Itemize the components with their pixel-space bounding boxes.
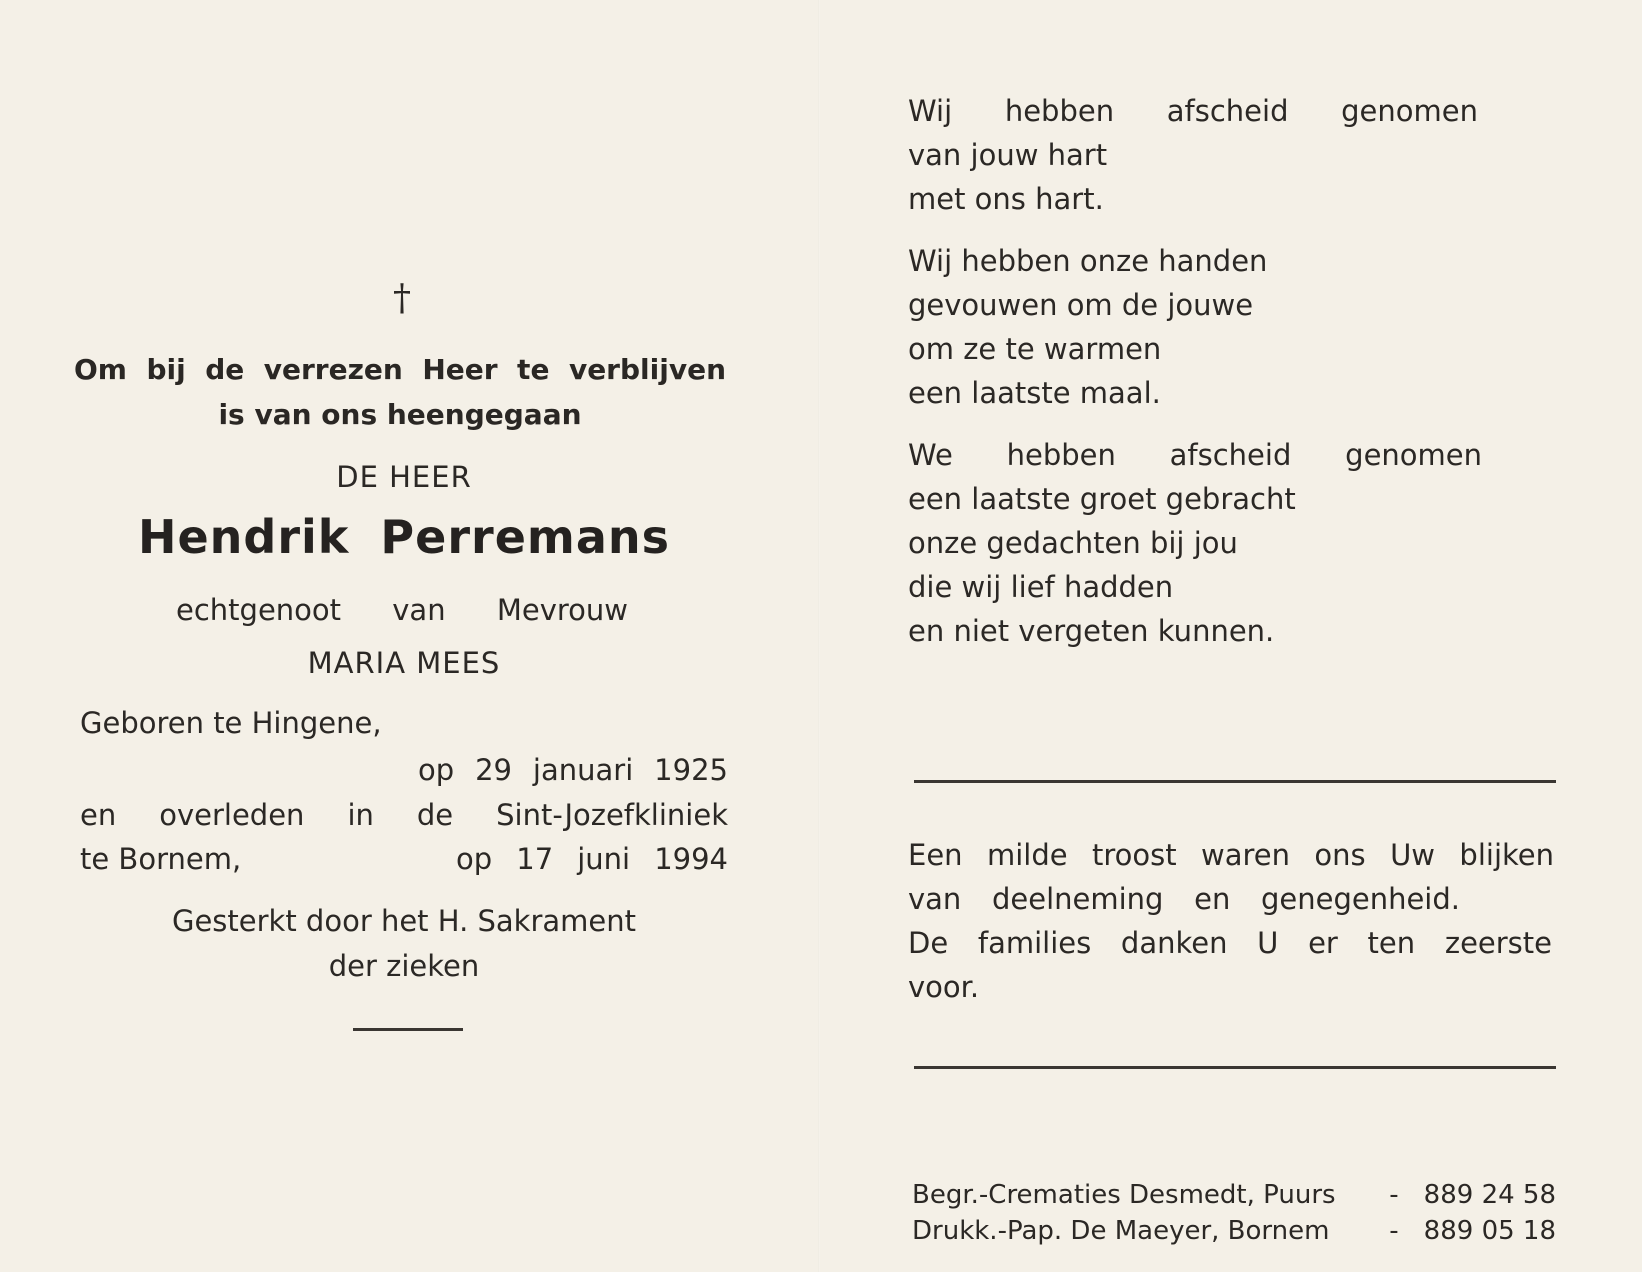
credit-separator: - <box>1389 1216 1399 1246</box>
credit-phone: 889 24 58 <box>1423 1180 1556 1210</box>
credit-printer <box>912 1214 1556 1248</box>
thanks-line: De families danken U er ten zeerste <box>908 926 1552 960</box>
deceased-name: Hendrik Perremans <box>137 510 670 564</box>
birth-date: op 29 januari 1925 <box>418 753 728 787</box>
birth-place: Geboren te Hingene, <box>80 706 382 740</box>
thanks-line: van deelneming en genegenheid. <box>908 882 1460 916</box>
poem-line: Wij hebben afscheid genomen <box>908 94 1478 128</box>
credit-label: Begr.-Crematies Desmedt, Puurs <box>912 1180 1336 1210</box>
intro-line-2: is van ons heengegaan <box>218 398 582 431</box>
credit-funeral-home <box>912 1178 1556 1212</box>
poem-line: en niet vergeten kunnen. <box>908 614 1275 648</box>
death-line: en overleden in de Sint-Jozefkliniek <box>80 798 728 832</box>
spouse-line-1: echtgenoot van Mevrouw <box>176 593 628 627</box>
credit-separator: - <box>1389 1180 1399 1210</box>
poem-line: om ze te warmen <box>908 332 1162 366</box>
long-divider-top <box>914 780 1556 783</box>
poem-line: Wij hebben onze handen <box>908 244 1268 278</box>
long-divider-bottom <box>914 1066 1556 1069</box>
poem-line: gevouwen om de jouwe <box>908 288 1254 322</box>
death-date: op 17 juni 1994 <box>456 842 728 876</box>
credit-phone: 889 05 18 <box>1423 1216 1556 1246</box>
credit-label: Drukk.-Pap. De Maeyer, Bornem <box>912 1216 1330 1246</box>
poem-line: onze gedachten bij jou <box>908 526 1238 560</box>
death-place: te Bornem, <box>80 842 242 876</box>
poem-line: van jouw hart <box>908 138 1108 172</box>
spouse-name: MARIA MEES <box>307 646 501 680</box>
poem-line: die wij lief hadden <box>908 570 1174 604</box>
poem-line: met ons hart. <box>908 182 1104 216</box>
thanks-line: voor. <box>908 970 980 1004</box>
cross-symbol: † <box>393 278 411 319</box>
sacrament-line-1: Gesterkt door het H. Sakrament <box>171 904 637 938</box>
poem-line: een laatste groet gebracht <box>908 482 1296 516</box>
honorific-title: DE HEER <box>336 460 472 494</box>
sacrament-line-2: der zieken <box>328 949 480 983</box>
intro-line-1: Om bij de verrezen Heer te verblijven <box>74 353 726 386</box>
short-divider <box>353 1028 463 1031</box>
poem-line: We hebben afscheid genomen <box>908 438 1482 472</box>
poem-line: een laatste maal. <box>908 376 1161 410</box>
card-fold <box>818 0 820 1272</box>
thanks-line: Een milde troost waren ons Uw blijken <box>908 838 1554 872</box>
